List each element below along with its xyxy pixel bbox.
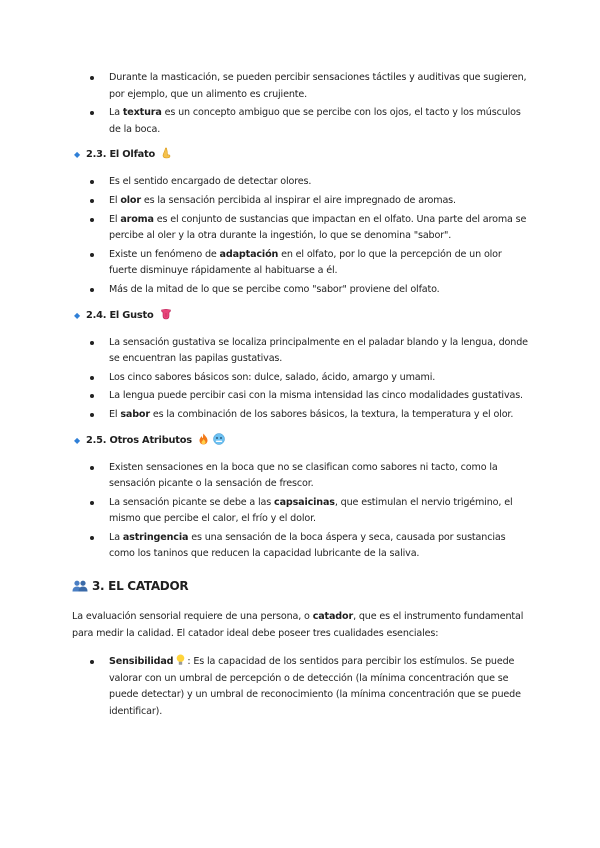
people-icon xyxy=(72,580,88,592)
otros-heading: ◆ 2.5. Otros Atributos xyxy=(74,433,532,448)
list-item: El olor es la sensación percibida al inspirar el aire impregnado de aromas. xyxy=(72,193,532,210)
list-item: Existen sensaciones en la boca que no se clasifican como sabores ni tacto, como la sensación picante o la sensación de frescor. xyxy=(72,460,532,493)
catador-intro: La evaluación sensorial requiere de una persona, o catador, que es el instrumento fundamental para medir la calidad. El catador ideal debe poseer tres cualidades esenciales: xyxy=(72,611,524,639)
sec1-list xyxy=(72,70,532,138)
list-item: El aroma es el conjunto de sustancias que impactan en el olfato. Una parte del aroma se percibe al oler y la otra durante la ingestión, lo que se denomina "sabor". xyxy=(72,212,532,245)
cold-face-icon xyxy=(213,433,225,445)
list-item: El sabor es la combinación de los sabores básicos, la textura, la temperatura y el olor. xyxy=(72,407,532,424)
list-item: Más de la mitad de lo que se percibe como "sabor" proviene del olfato. xyxy=(72,282,532,299)
list-item: La lengua puede percibir casi con la misma intensidad las cinco modalidades gustativas. xyxy=(72,388,532,405)
list-item: Existe un fenómeno de adaptación en el olfato, por lo que la percepción de un olor fuerte disminuye rápidamente al habituarse a él. xyxy=(72,247,532,280)
catador-heading: 3. EL CATADOR xyxy=(72,578,532,594)
document-content xyxy=(72,70,532,723)
olfato-heading: ◆ 2.3. El Olfato xyxy=(74,147,532,162)
lightbulb-icon xyxy=(176,654,185,666)
gusto-list xyxy=(72,335,532,424)
list-item: La sensación gustativa se localiza principalmente en el paladar blando y la lengua, donde se encuentran las papilas gustativas. xyxy=(72,335,532,368)
list-item: La textura es un concepto ambiguo que se percibe con los ojos, el tacto y los músculos de la boca. xyxy=(72,105,532,138)
list-item: Es el sentido encargado de detectar olores. xyxy=(72,174,532,191)
tongue-icon xyxy=(160,308,172,320)
catador-list xyxy=(72,654,532,720)
diamond-bullet-icon: ◆ xyxy=(74,435,80,445)
gusto-heading: ◆ 2.4. El Gusto xyxy=(74,308,532,323)
list-item: Los cinco sabores básicos son: dulce, salado, ácido, amargo y umami. xyxy=(72,370,532,387)
list-item: La astringencia es una sensación de la boca áspera y seca, causada por sustancias como los taninos que reducen la capacidad lubricante de la saliva. xyxy=(72,530,532,563)
diamond-bullet-icon: ◆ xyxy=(74,150,80,160)
otros-list xyxy=(72,460,532,564)
list-item: Sensibilidad : Es la capacidad de los sentidos para percibir los estímulos. Se puede valorar con un umbral de percepción o de detección (la mínima concentración que se puede detectar) y un umbral de reconocimiento (la mínima concentración que se puede identificar). xyxy=(72,654,532,720)
list-item: Durante la masticación, se pueden percibir sensaciones táctiles y auditivas que sugieren, por ejemplo, que un alimento es crujiente. xyxy=(72,70,532,103)
diamond-bullet-icon: ◆ xyxy=(74,310,80,320)
list-item: La sensación picante se debe a las capsaicinas, que estimulan el nervio trigémino, el mismo que percibe el calor, el frío y el dolor. xyxy=(72,495,532,528)
olfato-list xyxy=(72,174,532,298)
nose-icon xyxy=(161,147,172,159)
fire-icon xyxy=(198,433,209,445)
